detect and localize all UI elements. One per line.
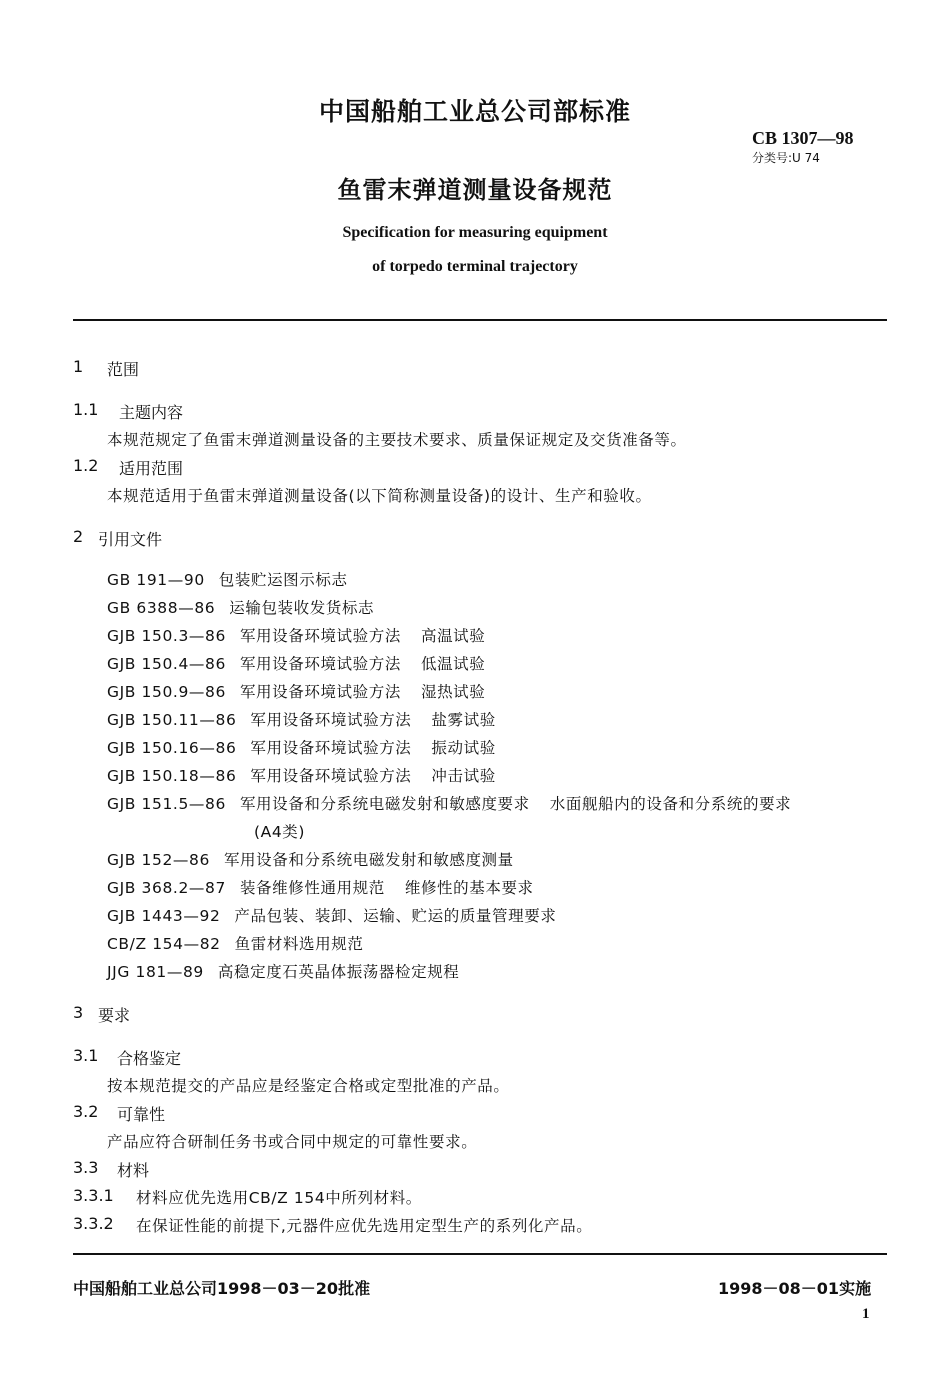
reference-title: 军用设备环境试验方法 — [250, 711, 412, 729]
reference-title: 鱼雷材料选用规范 — [234, 935, 364, 953]
reference-code: GJB 1443—92 — [107, 907, 221, 925]
section-1-2-title: 适用范围 — [119, 459, 184, 478]
english-title-line-2: of torpedo terminal trajectory — [372, 258, 578, 275]
reference-item — [107, 652, 485, 674]
top-divider — [73, 319, 887, 321]
page-number: 1 — [862, 1306, 870, 1322]
reference-test: 湿热试验 — [420, 683, 486, 701]
reference-item — [107, 792, 791, 814]
reference-test: 高温试验 — [420, 627, 486, 645]
reference-continuation: (A4类) — [254, 823, 306, 841]
reference-item — [107, 904, 556, 926]
reference-code: GJB 150.3—86 — [107, 627, 226, 645]
section-1-1-number: 1.1 — [73, 400, 99, 419]
section-3-2-number: 3.2 — [73, 1102, 99, 1121]
reference-code: GJB 150.18—86 — [107, 767, 237, 785]
reference-test: 盐雾试验 — [431, 711, 496, 729]
implementation-date: 1998－08－01实施 — [718, 1279, 872, 1298]
reference-title: 包装贮运图示标志 — [218, 571, 348, 589]
section-3-title: 要求 — [98, 1006, 131, 1025]
reference-title: 军用设备环境试验方法 — [250, 767, 412, 785]
reference-test: 低温试验 — [420, 655, 486, 673]
section-1-title: 范围 — [107, 360, 140, 379]
reference-title: 高稳定度石英晶体振荡器检定规程 — [217, 963, 460, 981]
reference-title: 军用设备和分系统电磁发射和敏感度测量 — [223, 851, 514, 869]
reference-code: GJB 150.9—86 — [107, 683, 226, 701]
reference-test: 维修性的基本要求 — [404, 879, 534, 897]
section-2-number: 2 — [73, 527, 84, 546]
section-3-3-2-body: 在保证性能的前提下,元器件应优先选用定型生产的系列化产品。 — [136, 1217, 593, 1235]
reference-code: CB/Z 154—82 — [107, 935, 221, 953]
reference-title: 军用设备环境试验方法 — [239, 655, 401, 673]
section-3-3-number: 3.3 — [73, 1158, 99, 1177]
document-title: 鱼雷末弹道测量设备规范 — [337, 176, 613, 204]
reference-code: GJB 150.11—86 — [107, 711, 237, 729]
reference-code: GJB 150.16—86 — [107, 739, 237, 757]
section-3-3-2-number: 3.3.2 — [73, 1214, 114, 1233]
reference-code: GJB 150.4—86 — [107, 655, 226, 673]
section-1-2-body: 本规范适用于鱼雷末弹道测量设备(以下简称测量设备)的设计、生产和验收。 — [107, 487, 652, 505]
reference-title: 军用设备环境试验方法 — [250, 739, 412, 757]
reference-title: 军用设备和分系统电磁发射和敏感度要求 — [239, 795, 530, 813]
reference-title: 产品包装、装卸、运输、贮运的质量管理要求 — [234, 907, 557, 925]
section-3-3-1-number: 3.3.1 — [73, 1186, 114, 1205]
reference-item — [107, 848, 514, 870]
section-3-2-title: 可靠性 — [117, 1105, 166, 1124]
section-3-1-body: 按本规范提交的产品应是经鉴定合格或定型批准的产品。 — [107, 1077, 510, 1095]
reference-item — [107, 736, 496, 758]
reference-item — [107, 708, 496, 730]
reference-code: JJG 181—89 — [107, 963, 204, 981]
reference-item — [107, 876, 534, 898]
reference-code: GJB 152—86 — [107, 851, 210, 869]
section-1-1-title: 主题内容 — [119, 403, 184, 422]
reference-test: 振动试验 — [431, 739, 496, 757]
reference-test: 冲击试验 — [431, 767, 496, 785]
reference-code: GJB 151.5—86 — [107, 795, 226, 813]
english-title-line-1: Specification for measuring equipment — [342, 224, 608, 241]
reference-code: GB 6388—86 — [107, 599, 216, 617]
section-2-title: 引用文件 — [98, 530, 163, 549]
org-title: 中国船舶工业总公司部标准 — [318, 97, 631, 126]
reference-item — [107, 680, 485, 702]
section-3-number: 3 — [73, 1003, 84, 1022]
section-3-1-title: 合格鉴定 — [117, 1049, 182, 1068]
section-1-1-body: 本规范规定了鱼雷末弹道测量设备的主要技术要求、质量保证规定及交货准备等。 — [107, 431, 687, 449]
bottom-divider — [73, 1253, 887, 1255]
reference-item — [107, 624, 485, 646]
reference-title: 运输包装收发货标志 — [229, 599, 375, 617]
reference-title: 军用设备环境试验方法 — [239, 683, 401, 701]
section-1-2-number: 1.2 — [73, 456, 99, 475]
reference-item — [107, 568, 348, 590]
reference-item — [107, 932, 363, 954]
approval-date: 中国船舶工业总公司1998－03－20批准 — [73, 1279, 371, 1298]
standard-number: CB 1307—98 — [752, 128, 854, 148]
section-3-1-number: 3.1 — [73, 1046, 99, 1065]
reference-code: GB 191—90 — [107, 571, 205, 589]
classification-number: 分类号:U 74 — [752, 151, 820, 165]
reference-item — [107, 960, 459, 982]
reference-code: GJB 368.2—87 — [107, 879, 226, 897]
reference-item — [107, 764, 496, 786]
reference-item — [107, 596, 374, 618]
section-3-3-title: 材料 — [117, 1161, 150, 1180]
reference-test: 水面舰船内的设备和分系统的要求 — [549, 795, 792, 813]
section-1-number: 1 — [73, 357, 84, 376]
section-3-2-body: 产品应符合研制任务书或合同中规定的可靠性要求。 — [107, 1133, 478, 1151]
reference-title: 军用设备环境试验方法 — [239, 627, 401, 645]
reference-title: 装备维修性通用规范 — [239, 879, 385, 897]
section-3-3-1-body: 材料应优先选用CB/Z 154中所列材料。 — [136, 1189, 422, 1207]
